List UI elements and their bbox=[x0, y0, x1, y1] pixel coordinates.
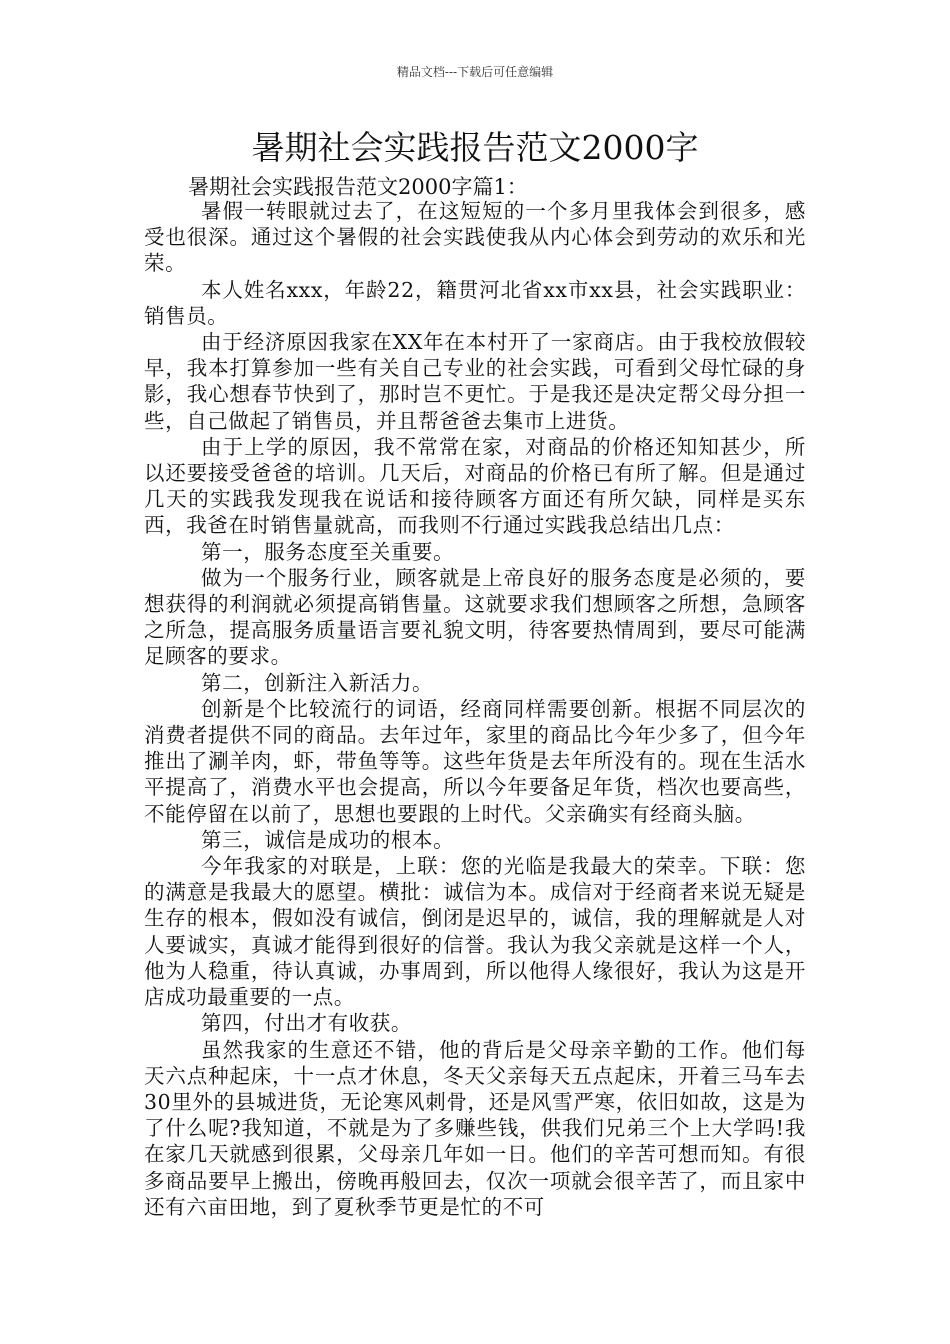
paragraph-innovation: 创新是个比较流行的词语，经商同样需要创新。根据不同层次的消费者提供不同的商品。去年过年，家里的商品比今年少多了，但今年推出了涮羊肉，虾，带鱼等等。这些年货是去年所没有的。现在生活水平提高了，消费水平也会提高，所以今年要备足年货，档次也要高些，不能停留在以前了，思想也要跟的上时代。父亲确实有经商头脑。 bbox=[144, 696, 806, 826]
point-heading-2: 第二，创新注入新活力。 bbox=[201, 670, 434, 695]
paragraph-intro: 暑假一转眼就过去了，在这短短的一个多月里我体会到很多，感受也很深。通过这个暑假的社会实践使我从内心体会到劳动的欢乐和光荣。 bbox=[144, 199, 806, 276]
point-heading-3: 第三，诚信是成功的根本。 bbox=[201, 827, 455, 852]
document-title: 暑期社会实践报告范文2000字 bbox=[251, 128, 699, 167]
page-header: 精品文档---下载后可任意编辑 bbox=[396, 65, 554, 79]
paragraph-service-attitude: 做为一个服务行业，顾客就是上帝良好的服务态度是必须的，要想获得的利润就必须提高销售量。这就要求我们想顾客之所想，急顾客之所急，提高服务质量语言要礼貌文明，待客要热情周到，要尽可能满足顾客的要求。 bbox=[144, 565, 806, 669]
paragraph-background: 由于经济原因我家在XX年在本村开了一家商店。由于我校放假较早，我本打算参加一些有关自己专业的社会实践，可看到父母忙碌的身影，我心想春节快到了，那时岂不更忙。于是我还是决定帮父母分担一些，自己做起了销售员，并且帮爸爸去集市上进货。 bbox=[144, 330, 806, 433]
point-heading-4: 第四，付出才有收获。 bbox=[201, 1011, 412, 1036]
document-subtitle: 暑期社会实践报告范文2000字篇1： bbox=[188, 175, 528, 199]
paragraph-training: 由于上学的原因，我不常常在家，对商品的价格还知知甚少，所以还要接受爸爸的培训。几天后，对商品的价格已有所了解。但是通过几天的实践我发现我在说话和接待顾客方面还有所欠缺，同样是买东西，我爸在时销售量就高，而我则不行通过实践我总结出几点： bbox=[144, 434, 806, 538]
document-body bbox=[144, 198, 806, 1220]
point-heading-1: 第一，服务态度至关重要。 bbox=[201, 539, 455, 564]
paragraph-hard-work: 虽然我家的生意还不错，他的背后是父母亲辛勤的工作。他们每天六点种起床，十一点才休息，冬天父亲每天五点起床，开着三马车去30里外的县城进货，无论寒风刺骨，还是风雪严寒，依旧如故，这是为了什么呢?我知道，不就是为了多赚些钱，供我们兄弟三个上大学吗!我在家几天就感到很累，父母亲几年如一日。他们的辛苦可想而知。有很多商品要早上搬出，傍晚再般回去，仅次一项就会很辛苦了，而且家中还有六亩田地，到了夏秋季节更是忙的不可 bbox=[144, 1037, 806, 1219]
paragraph-personal-info: 本人姓名xxx，年龄22，籍贯河北省xx市xx县，社会实践职业：销售员。 bbox=[144, 277, 806, 328]
paragraph-integrity: 今年我家的对联是，上联：您的光临是我最大的荣幸。下联：您的满意是我最大的愿望。横批：诚信为本。成信对于经商者来说无疑是生存的根本，假如没有诚信，倒闭是迟早的，诚信，我的理解就是人对人要诚实，真诚才能得到很好的信誉。我认为我父亲就是这样一个人，他为人稳重，待认真诚，办事周到，所以他得人缘很好，我认为这是开店成功最重要的一点。 bbox=[144, 854, 806, 1010]
